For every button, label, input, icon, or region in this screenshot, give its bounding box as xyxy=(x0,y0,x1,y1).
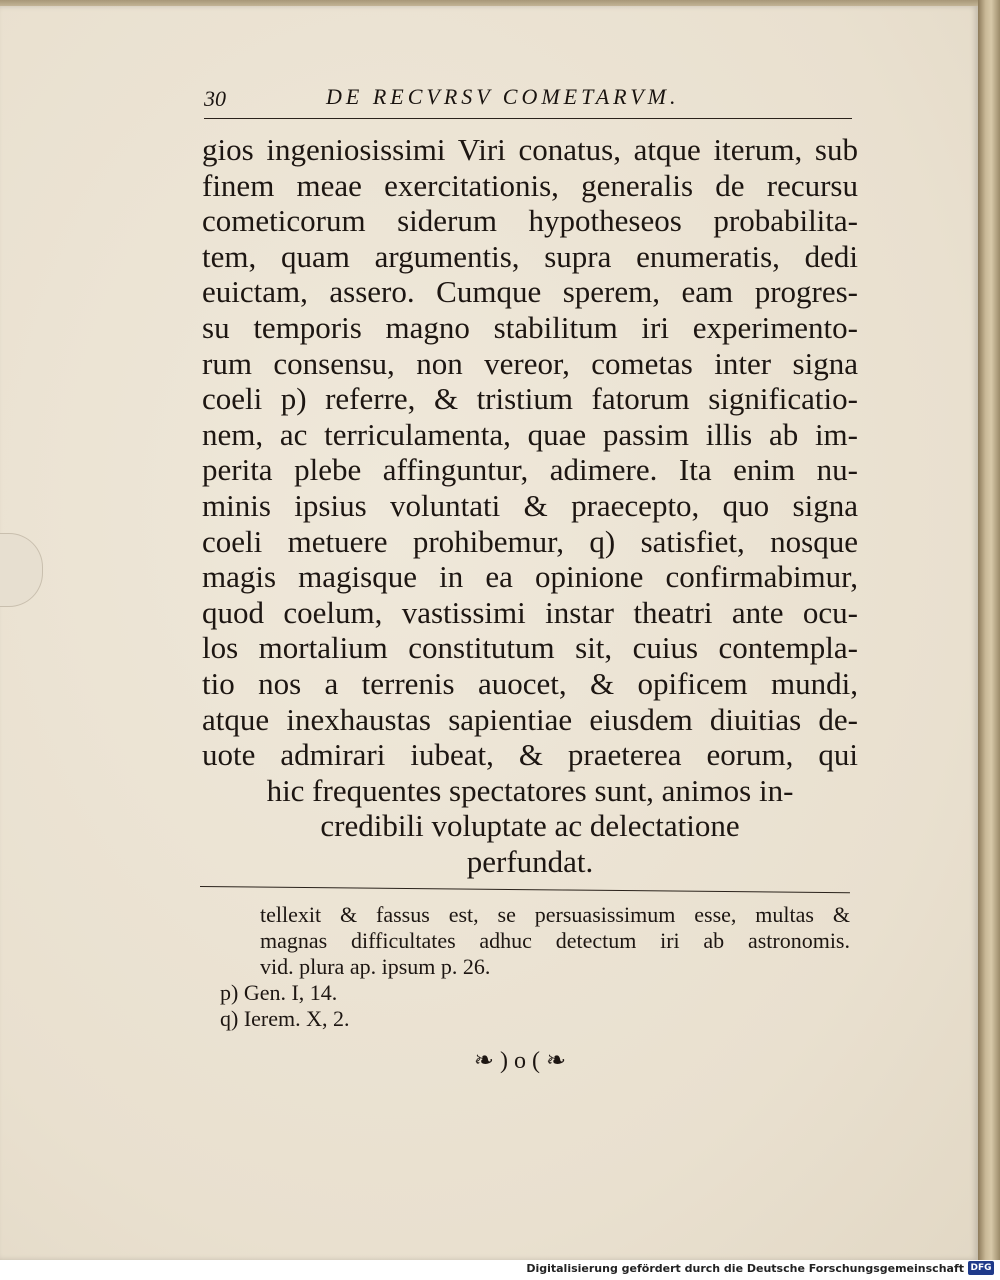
body-line: su temporis magno stabilitum iri experimento- xyxy=(202,309,858,345)
body-line: coeli p) referre, & tristium fatorum significatio- xyxy=(202,381,858,417)
page-header xyxy=(0,84,978,114)
body-line: perita plebe affinguntur, adimere. Ita enim nu- xyxy=(202,452,858,488)
body-line: tem, quam argumentis, supra enumeratis, dedi xyxy=(202,238,858,274)
running-head: DE RECVRSV COMETARVM. xyxy=(326,84,680,109)
body-line: rum consensu, non vereor, cometas inter signa xyxy=(202,345,858,381)
footer-bar xyxy=(0,1260,1000,1280)
footnote-rule xyxy=(200,886,850,893)
body-line: quod coelum, vastissimi instar theatri ante ocu- xyxy=(202,594,858,630)
body-line: los mortalium constitutum sit, cuius contempla- xyxy=(202,630,858,666)
page-tab-marker xyxy=(0,533,43,607)
body-line: cometicorum siderum hypotheseos probabilita- xyxy=(202,203,858,239)
body-line: nem, ac terriculamenta, quae passim illis ab im- xyxy=(202,416,858,452)
dfg-logo-icon: DFG xyxy=(968,1261,994,1275)
body-text xyxy=(202,132,858,879)
body-line: gios ingeniosissimi Viri conatus, atque iterum, sub xyxy=(202,132,858,167)
page-number: 30 xyxy=(204,86,226,111)
footnote-p: p) Gen. I, 14. xyxy=(220,980,338,1005)
body-line: credibili voluptate ac delectatione xyxy=(320,808,740,844)
body-line: hic frequentes spectatores sunt, animos in- xyxy=(266,772,794,808)
body-line: magis magisque in ea opinione confirmabimur, xyxy=(202,559,858,595)
body-line: atque inexhaustas sapientiae eiusdem diuitias de- xyxy=(202,701,858,737)
funding-credit: Digitalisierung gefördert durch die Deutsche Forschungsgemeinschaft xyxy=(526,1262,964,1275)
body-line-last: perfundat. xyxy=(466,843,594,879)
body-line: tio nos a terrenis auocet, & opificem mundi, xyxy=(202,665,858,701)
body-line: uote admirari iubeat, & praeterea eorum, qui xyxy=(202,737,858,773)
book-fore-edge xyxy=(978,0,1000,1260)
footnote-line: vid. plura ap. ipsum p. 26. xyxy=(260,954,491,979)
book-page xyxy=(0,6,978,1260)
footnote-line: tellexit & fassus est, se persuasissimum esse, multas & xyxy=(260,902,850,927)
body-line: minis ipsius voluntati & praecepto, quo signa xyxy=(202,487,858,523)
footnotes xyxy=(220,902,850,1032)
header-rule xyxy=(204,118,852,119)
body-line: finem meae exercitationis, generalis de recursu xyxy=(202,167,858,203)
body-line: coeli metuere prohibemur, q) satisfiet, nosque xyxy=(202,523,858,559)
footnote-q: q) Ierem. X, 2. xyxy=(220,1006,350,1031)
footnote-line: magnas difficultates adhuc detectum iri ab astronomis. xyxy=(260,928,850,953)
body-line: euictam, assero. Cumque sperem, eam progres- xyxy=(202,274,858,310)
ornament-divider: ❧ ) o ( ❧ xyxy=(473,1048,567,1074)
